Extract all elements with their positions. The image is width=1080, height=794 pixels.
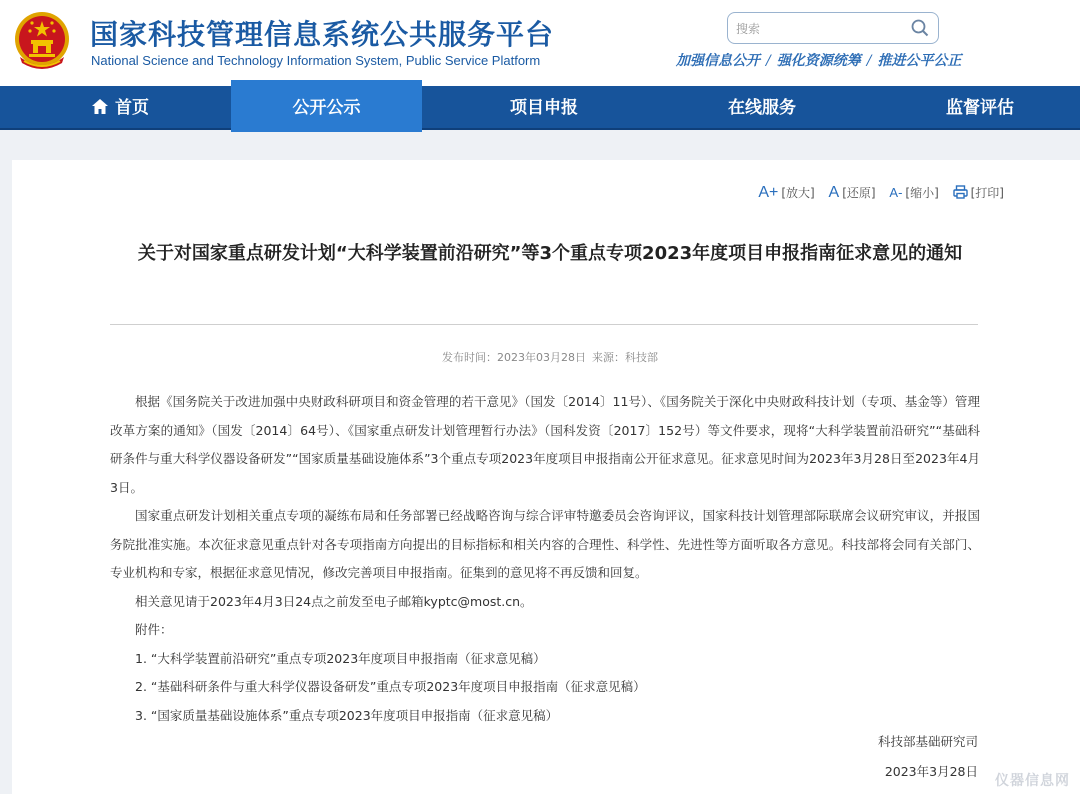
font-shrink-icon: A- <box>889 185 903 200</box>
issue-date: 2023年3月28日 <box>884 764 978 779</box>
title-divider <box>110 324 978 325</box>
nav-item-online-service[interactable] <box>682 86 842 130</box>
font-enlarge-icon: A+ <box>758 184 779 201</box>
search-input[interactable] <box>736 19 906 39</box>
article-panel <box>12 160 1080 794</box>
font-reset-icon: A <box>828 184 840 201</box>
search-box[interactable] <box>727 12 939 44</box>
attachment-link-3[interactable]: 3. “国家质量基础设施体系”重点专项2023年度项目申报指南（征求意见稿） <box>135 707 559 723</box>
site-title[interactable]: 国家科技管理信息系统公共服务平台 <box>90 18 555 51</box>
slogan-3: 推进公平公正 <box>877 53 962 69</box>
nav-item-project-application[interactable] <box>464 86 624 130</box>
enlarge-label: [放大] <box>781 186 815 200</box>
article-meta <box>110 349 990 365</box>
search-icon[interactable] <box>910 18 930 38</box>
enlarge-font-button[interactable] <box>758 184 814 202</box>
nav-item-public-notice[interactable] <box>231 80 422 132</box>
issuer-signature: 科技部基础研究司 <box>877 734 978 749</box>
slogan-2: 强化资源统筹 <box>776 53 861 69</box>
printer-icon <box>953 185 968 199</box>
nav-label: 项目申报 <box>510 98 578 118</box>
article-title: 关于对国家重点研发计划“大科学装置前沿研究”等3个重点专项2023年度项目申报指南征求意见的通知 <box>137 243 963 264</box>
article-body <box>110 388 980 730</box>
print-button[interactable] <box>953 184 1004 201</box>
shrink-font-button[interactable] <box>889 184 938 201</box>
attachment-link-1[interactable]: 1. “大科学装置前沿研究”重点专项2023年度项目申报指南（征求意见稿） <box>135 650 546 666</box>
slogan <box>676 50 961 70</box>
slogan-separator: / <box>866 53 872 69</box>
main-nav <box>0 86 1080 130</box>
shrink-label: [缩小] <box>905 186 939 200</box>
site-header <box>0 0 1080 86</box>
attachments-label: 附件： <box>135 622 173 637</box>
slogan-1: 加强信息公开 <box>676 53 760 69</box>
nav-label: 公开公示 <box>292 98 361 118</box>
nav-item-supervision[interactable] <box>900 86 1060 130</box>
nav-label: 在线服务 <box>728 98 796 118</box>
publish-time: 发布时间：2023年03月28日 <box>442 351 586 364</box>
contact-paragraph: 相关意见请于2023年4月3日24点之前发至电子邮箱kyptc@most.cn。 <box>135 593 533 609</box>
nav-item-home[interactable] <box>40 86 200 130</box>
watermark: 仪器信息网 <box>995 773 1070 789</box>
attachment-link-2[interactable]: 2. “基础科研条件与重大科学仪器设备研发”重点专项2023年度项目申报指南（征求意见稿） <box>135 679 646 694</box>
reset-label: [还原] <box>842 186 876 200</box>
reset-font-button[interactable] <box>829 184 876 202</box>
national-emblem-icon[interactable] <box>12 9 72 73</box>
nav-label: 监督评估 <box>946 98 1014 118</box>
slogan-separator: / <box>766 53 771 69</box>
paragraph-1: 根据《国务院关于改进加强中央财政科研项目和资金管理的若干意见》（国发〔2014〕11号）、《国务院关于深化中央财政科技计划（专项、基金等）管理改革方案的通知》（国发〔2014〕64号）、《国家重点研发计划管理暂行办法》（国科发资〔2017〕152号）等文件要求，现将“大科学装置前沿研究”“基础科研条件与重大科学仪器设备研发”“国家质量基础设施体系”3个重点专项2023年度项目申报指南公开征求意见。征求意见时间为2023年3月28日至2023年4月3日。 <box>110 394 980 495</box>
nav-label: 首页 <box>115 98 149 118</box>
font-size-tools <box>748 184 1004 202</box>
article-source: 来源：科技部 <box>592 351 658 364</box>
print-label: [打印] <box>970 186 1004 200</box>
home-icon <box>91 98 109 115</box>
site-subtitle: National Science and Technology Information System, Public Service Platform <box>91 53 541 68</box>
paragraph-2: 国家重点研发计划相关重点专项的凝练布局和任务部署已经战略咨询与综合评审特邀委员会咨询评议，国家科技计划管理部际联席会议研究审议，并报国务院批准实施。本次征求意见重点针对各专项指南方向提出的目标指标和相关内容的合理性、科学性、先进性等方面听取各方意见。科技部将会同有关部门、专业机构和专家，根据征求意见情况，修改完善项目申报指南。征集到的意见将不再反馈和回复。 <box>110 508 980 580</box>
